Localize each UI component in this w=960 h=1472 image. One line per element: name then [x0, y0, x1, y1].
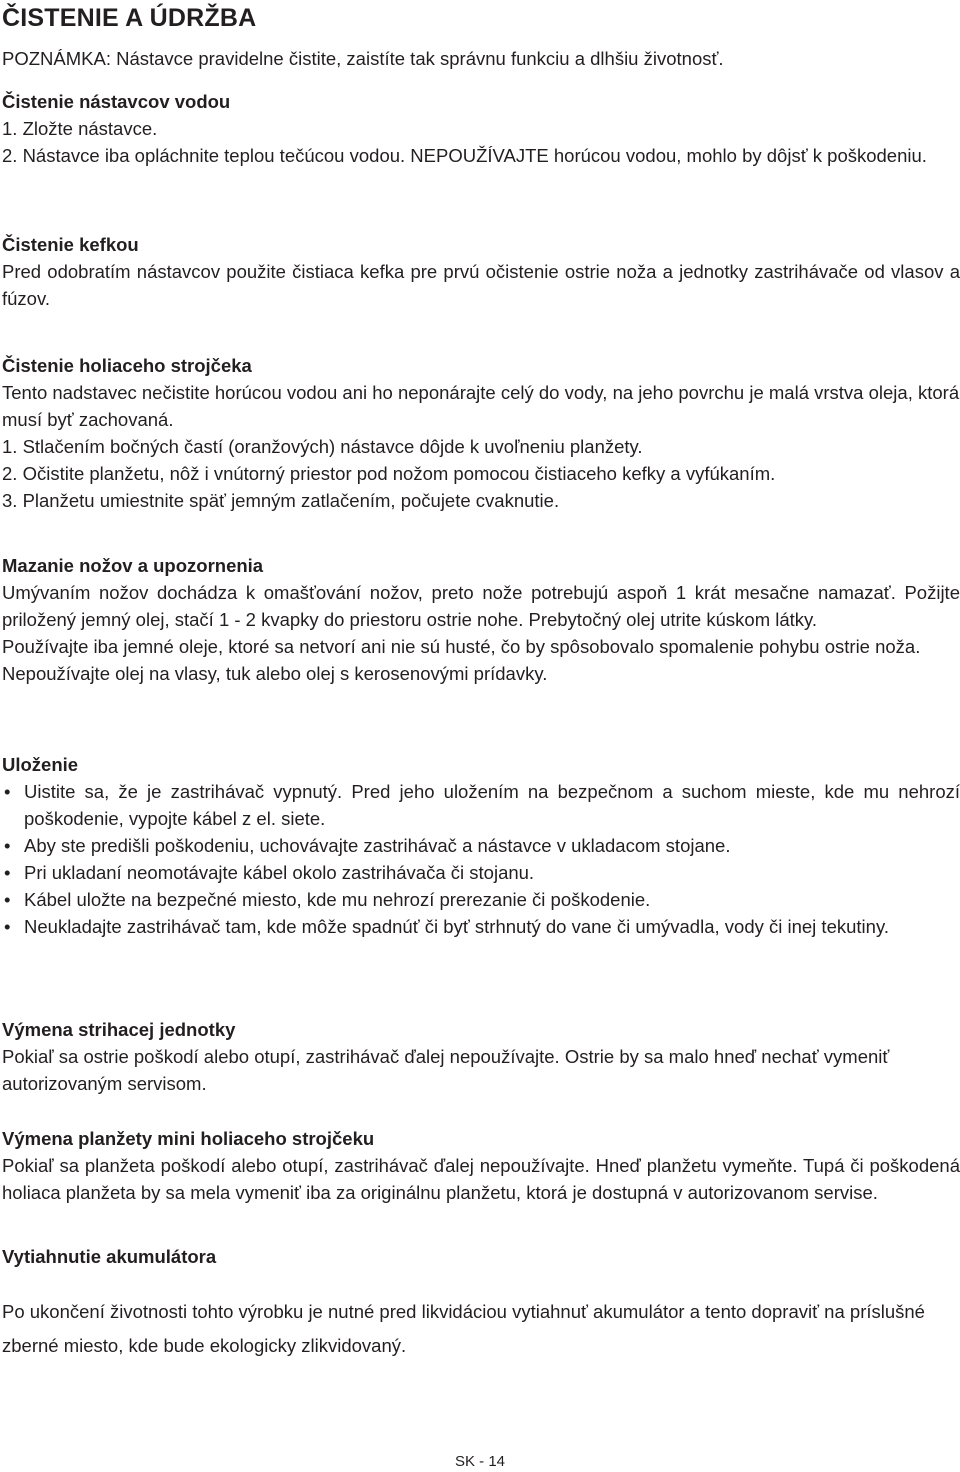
step-line: 2. Očistite planžetu, nôž i vnútorný priestor pod nožom pomocou čistiaceho kefky a vyfúkaním.: [2, 463, 776, 484]
step-line: 3. Planžetu umiestnite späť jemným zatlačením, počujete cvaknutie.: [2, 490, 560, 511]
section-foil-replacement: [2, 1125, 960, 1206]
section-heading: Čistenie holiaceho strojčeka: [2, 355, 252, 376]
paragraph: Nepoužívajte olej na vlasy, tuk alebo olej s kerosenovými prídavky.: [2, 663, 548, 684]
step-line: 1. Zložte nástavce.: [2, 118, 158, 139]
section-shaver-cleaning: [2, 352, 960, 514]
paragraph: Pred odobratím nástavcov použite čistiaca kefka pre prvú očistenie ostrie noža a jednotky zastrihávače od vlasov a fúzov.: [2, 261, 960, 309]
section-brush-cleaning: [2, 231, 960, 312]
list-item: • Pri ukladaní neomotávajte kábel okolo zastrihávača či stojanu.: [2, 859, 960, 886]
step-line: 1. Stlačením bočných častí (oranžových) nástavce dôjde k uvoľneniu planžety.: [2, 436, 643, 457]
section-heading: Výmena planžety mini holiaceho strojčeku: [2, 1128, 375, 1149]
list-item: • Neukladajte zastrihávač tam, kde môže spadnúť či byť strhnutý do vane či umývadla, vody či inej tekutiny.: [2, 913, 960, 940]
page-title: ČISTENIE A ÚDRŽBA: [2, 4, 257, 32]
paragraph: Pokiaľ sa planžeta poškodí alebo otupí, zastrihávač ďalej nepoužívajte. Hneď planžetu vymeňte. Tupá či poškodená holiaca planžeta by sa mela vymeniť iba za originálnu planžetu, ktorá je dostupná v autorizovanom servise.: [2, 1155, 960, 1203]
paragraph: Tento nadstavec nečistite horúcou vodou ani ho neponárajte celý do vody, na jeho povrchu je malá vrstva oleja, ktorá musí byť zachovaná.: [2, 382, 960, 430]
section-storage: [2, 751, 960, 940]
battery-paragraph-block: [2, 1295, 960, 1363]
list-item: • Aby ste predišli poškodeniu, uchovávajte zastrihávač a nástavce v ukladacom stojane.: [2, 832, 960, 859]
section-heading: Čistenie nástavcov vodou: [2, 91, 231, 112]
note-block: [2, 45, 960, 72]
paragraph: Pokiaľ sa ostrie poškodí alebo otupí, zastrihávač ďalej nepoužívajte. Ostrie by sa malo hneď nechať vymeniť autorizovaným servisom.: [2, 1046, 890, 1094]
step-line: 2. Nástavce iba opláchnite teplou tečúcou vodou. NEPOUŽÍVAJTE horúcou vodou, mohlo by dôjsť k poškodeniu.: [2, 145, 927, 166]
section-heading: Výmena strihacej jednotky: [2, 1019, 236, 1040]
note-text: POZNÁMKA: Nástavce pravidelne čistite, zaistíte tak správnu funkciu a dlhšiu životnosť.: [2, 48, 724, 69]
paragraph: Po ukončení životnosti tohto výrobku je nutné pred likvidáciou vytiahnuť akumulátor a tento dopraviť na príslušné zberné miesto, kde bude ekologicky zlikvidovaný.: [2, 1301, 925, 1356]
section-heading: Čistenie kefkou: [2, 234, 139, 255]
storage-list: [2, 778, 960, 940]
paragraph: Umývaním nožov dochádza k omašťování nožov, preto nože potrebujú aspoň 1 krát mesačne namazať. Požijte priložený jemný olej, stačí 1 - 2 kvapky do priestoru ostrie nohe. Prebytočný olej utrite kúskom látky.: [2, 582, 960, 630]
list-item: • Kábel uložte na bezpečné miesto, kde mu nehrozí prerezanie či poškodenie.: [2, 886, 960, 913]
section-heading: Mazanie nožov a upozornenia: [2, 555, 264, 576]
section-battery-removal: [2, 1243, 960, 1270]
page-number: SK - 14: [454, 1453, 506, 1470]
section-cutting-unit-replacement: [2, 1016, 960, 1097]
paragraph: Používajte iba jemné oleje, ktoré sa netvorí ani nie sú husté, čo by spôsobovalo spomalenie pohybu ostrie noža.: [2, 636, 921, 657]
section-lubrication: [2, 552, 960, 687]
section-heading: Vytiahnutie akumulátora: [2, 1246, 217, 1267]
list-item: • Uistite sa, že je zastrihávač vypnutý. Pred jeho uložením na bezpečnom a suchom mieste, kde mu nehrozí poškodenie, vypojte kábel z el. siete.: [2, 778, 960, 832]
section-water-cleaning: [2, 88, 960, 169]
section-heading: Uloženie: [2, 754, 79, 775]
